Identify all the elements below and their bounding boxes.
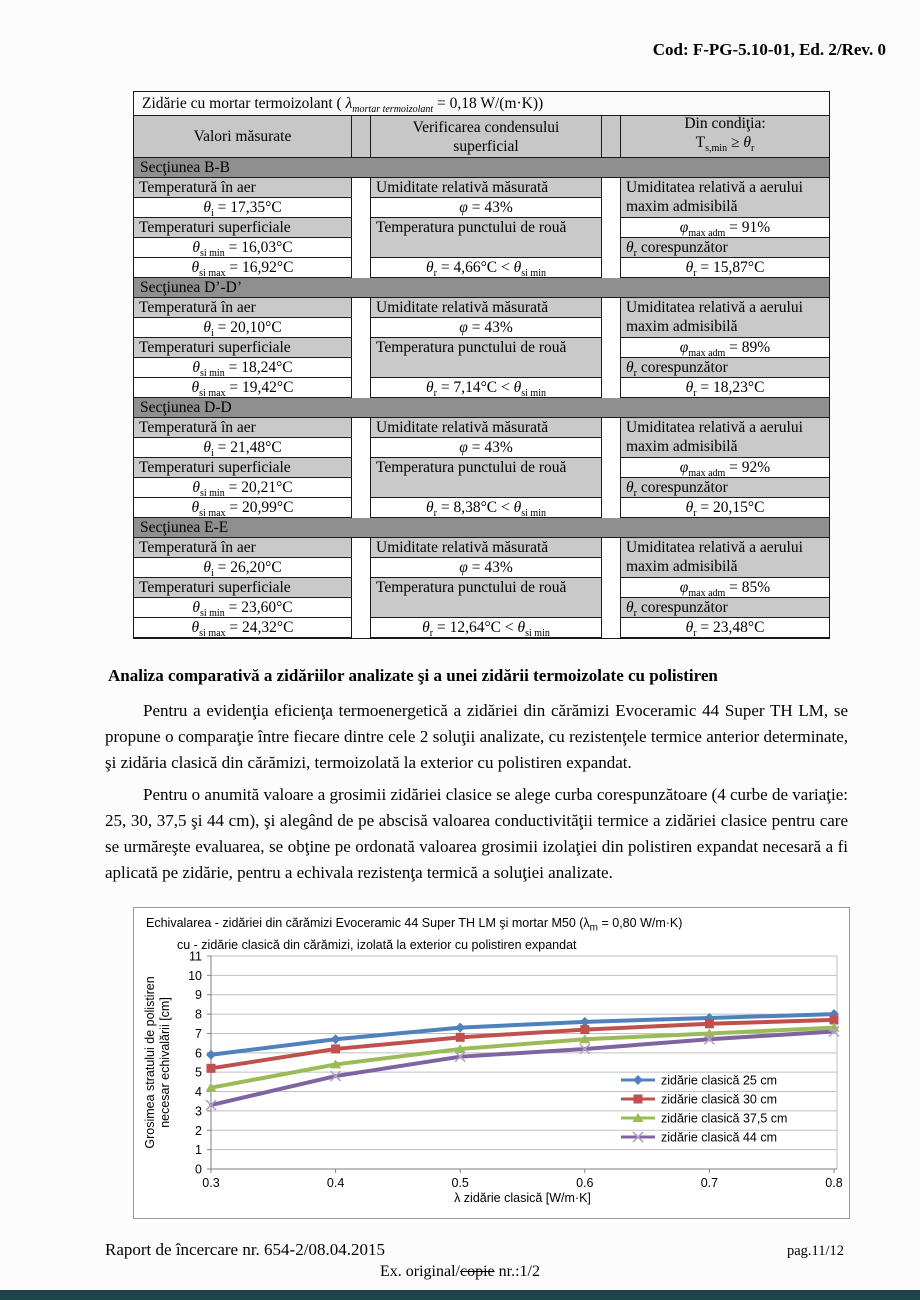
condensation-column — [371, 298, 601, 398]
phi-max-text: = 89% — [725, 339, 771, 356]
condition-column — [621, 418, 829, 518]
theta-symbol: θ — [626, 359, 634, 376]
column-gap — [601, 298, 621, 398]
table-section — [134, 158, 829, 278]
theta-symbol: θ — [685, 379, 694, 396]
chart-canvas — [134, 908, 847, 1216]
measured-column — [134, 178, 351, 278]
theta-symbol: θ — [203, 199, 211, 216]
phi-symbol: φ — [459, 319, 468, 336]
label-humidity-measured: Umiditate relativă măsurată — [371, 298, 601, 318]
label-dew-point: Temperatura punctului de rouă — [371, 338, 601, 378]
value-theta-si-min — [134, 478, 351, 498]
label-humidity-measured: Umiditate relativă măsurată — [371, 418, 601, 438]
theta-r-text: = 15,87°C — [696, 259, 765, 276]
theta-i-text: = 26,20°C — [213, 559, 282, 576]
svg-text:0: 0 — [195, 1162, 202, 1177]
column-header-measured-label: Valori măsurate — [193, 128, 292, 145]
value-phi — [371, 318, 601, 338]
value-theta-si-max — [134, 258, 351, 278]
value-theta-si-min — [134, 358, 351, 378]
T-symbol: T — [695, 134, 706, 152]
svg-text:1: 1 — [195, 1143, 202, 1158]
label-temp-surfaces: Temperaturi superficiale — [134, 458, 351, 478]
label-theta-r-corresp — [621, 358, 829, 378]
chart-title-line1 — [146, 915, 682, 937]
paragraph-2: Pentru o anumită valoare a grosimii zidăriei clasice se alege curba corespunzătoare (4 curbe de variaţie: 25, 30, 37,5 şi 44 cm), şi alegând de pe abscisă valoarea conductivităţii termice a zidăriei clasice pentru care se urmăreşte evaluarea, se obţine pe ordonată valoarea grosimii izolaţiei din polistiren expandat necesară a fi aplicată pe zidărie, pentru a echivala rezistenţa termică a soluţiei analizate. — [105, 785, 848, 882]
theta-symbol: θ — [192, 479, 200, 496]
sub-i: i — [210, 328, 214, 338]
sub-r: r — [433, 388, 437, 398]
svg-text:5: 5 — [195, 1065, 202, 1080]
label-humidity-measured: Umiditate relativă măsurată — [371, 178, 601, 198]
value-theta-i — [134, 198, 351, 218]
theta-symbol: θ — [513, 379, 522, 396]
label-temp-air: Temperatură în aer — [134, 178, 351, 198]
theta-symbol: θ — [192, 599, 200, 616]
geq-sign: ≥ — [727, 134, 744, 152]
sub-si-max: si max — [199, 268, 226, 278]
phi-text: = 43% — [467, 439, 513, 456]
sub-si-min: si min — [521, 508, 546, 518]
section-header: Secţiunea B-B — [134, 158, 829, 178]
svg-text:λ zidărie clasică [W/m·K]: λ zidărie clasică [W/m·K] — [454, 1191, 591, 1205]
theta-symbol: θ — [626, 599, 634, 616]
theta-si-max-text: = 20,99°C — [225, 499, 294, 516]
sub-r: r — [633, 488, 637, 498]
value-theta-i — [134, 318, 351, 338]
column-gap — [601, 538, 621, 638]
measured-column — [134, 538, 351, 638]
svg-text:zidărie clasică 25 cm: zidărie clasică 25 cm — [661, 1073, 778, 1088]
svg-text:8: 8 — [195, 1007, 202, 1022]
value-theta-i — [134, 558, 351, 578]
section-header: Secţiunea E-E — [134, 518, 829, 538]
table-title-post: = 0,18 W/(m·K)) — [433, 95, 544, 112]
theta-symbol: θ — [426, 499, 434, 516]
value-phi — [371, 438, 601, 458]
table-section — [134, 398, 829, 518]
phi-max-text: = 92% — [725, 459, 771, 476]
label-dew-point: Temperatura punctului de rouă — [371, 578, 601, 618]
value-theta-r — [621, 498, 829, 518]
sub-si-min: si min — [199, 248, 225, 258]
theta-symbol: θ — [685, 499, 694, 516]
column-gap — [601, 116, 621, 157]
value-dew — [371, 378, 601, 398]
column-gap — [351, 418, 371, 518]
label-temp-air: Temperatură în aer — [134, 298, 351, 318]
dew-text: = 12,64°C < — [433, 619, 518, 636]
phi-max-text: = 85% — [725, 579, 771, 596]
theta-symbol: θ — [626, 239, 634, 256]
value-theta-si-min — [134, 238, 351, 258]
svg-text:0.7: 0.7 — [700, 1176, 719, 1190]
svg-text:11: 11 — [189, 949, 202, 964]
equivalence-chart — [133, 907, 850, 1219]
theta-symbol: θ — [422, 619, 430, 636]
corresp-text: corespunzător — [636, 599, 728, 616]
column-gap — [351, 116, 371, 157]
table-column-headers — [134, 116, 829, 158]
condition-column — [621, 178, 829, 278]
svg-text:6: 6 — [195, 1046, 202, 1061]
value-theta-i — [134, 438, 351, 458]
column-gap — [601, 418, 621, 518]
label-humidity-max: Umiditatea relativă a aerului maxim admisibilă — [621, 298, 829, 338]
value-theta-si-max — [134, 378, 351, 398]
svg-text:0.6: 0.6 — [576, 1176, 594, 1190]
phi-symbol: φ — [679, 219, 689, 236]
value-phi-max — [621, 458, 829, 478]
phi-symbol: φ — [679, 339, 689, 356]
section-body — [134, 178, 829, 278]
value-phi-max — [621, 338, 829, 358]
svg-text:0.3: 0.3 — [202, 1176, 220, 1190]
sub-r: r — [693, 508, 697, 518]
sub-si-max: si max — [199, 508, 226, 518]
theta-symbol: θ — [685, 619, 694, 636]
sub-r: r — [433, 508, 437, 518]
svg-text:0.5: 0.5 — [451, 1176, 469, 1190]
chart-title-line1-post: = 0,80 W/m·K) — [598, 916, 683, 930]
dew-text: = 8,38°C < — [436, 499, 514, 516]
condensation-line1: Verificarea condensului — [412, 118, 560, 136]
section-header: Secţiunea D’-D’ — [134, 278, 829, 298]
phi-text: = 43% — [467, 199, 513, 216]
condensation-column — [371, 538, 601, 638]
table-title — [134, 92, 829, 116]
sub-r: r — [693, 388, 697, 398]
label-dew-point: Temperatura punctului de rouă — [371, 458, 601, 498]
svg-text:Grosimea stratului de polistir: Grosimea stratului de polistiren — [143, 976, 157, 1149]
column-gap — [351, 178, 371, 278]
svg-text:zidărie clasică 30 cm: zidărie clasică 30 cm — [661, 1092, 778, 1107]
column-header-measured — [134, 116, 351, 157]
corresp-text: corespunzător — [636, 479, 728, 496]
column-gap — [601, 178, 621, 278]
theta-si-max-text: = 24,32°C — [225, 619, 294, 636]
sub-r: r — [633, 368, 637, 378]
sub-r: r — [429, 628, 434, 638]
footer-exemplar — [0, 1263, 920, 1281]
svg-text:zidărie clasică 37,5 cm: zidărie clasică 37,5 cm — [661, 1111, 788, 1126]
phi-text: = 43% — [467, 559, 513, 576]
chart-title-line2: cu - zidărie clasică din cărămizi, izolată la exterior cu polistiren expandat — [177, 937, 577, 952]
footer-report-number: Raport de încercare nr. 654-2/08.04.2015 — [105, 1240, 385, 1259]
svg-text:7: 7 — [195, 1026, 202, 1041]
sub-i: i — [210, 448, 214, 458]
label-temp-surfaces: Temperaturi superficiale — [134, 338, 351, 358]
footer-page-number: pag.11/12 — [786, 1243, 844, 1259]
footer-exemplar-post: nr.:1/2 — [494, 1263, 540, 1280]
theta-symbol: θ — [203, 319, 211, 336]
condition-line2 — [696, 133, 755, 158]
chart-title — [146, 915, 682, 954]
chart-title-line1-pre: Echivalarea - zidăriei din cărămizi Evoceramic 44 Super TH LM şi mortar M50 (λ — [146, 916, 590, 930]
theta-i-text: = 21,48°C — [213, 439, 282, 456]
document-code: Cod: F-PG-5.10-01, Ed. 2/Rev. 0 — [652, 40, 886, 59]
theta-si-max-text: = 19,42°C — [225, 379, 294, 396]
svg-text:4: 4 — [195, 1085, 202, 1100]
theta-symbol: θ — [191, 619, 200, 636]
theta-r-text: = 23,48°C — [696, 619, 765, 636]
theta-si-max-text: = 16,92°C — [225, 259, 294, 276]
label-humidity-max: Umiditatea relativă a aerului maxim admisibilă — [621, 418, 829, 458]
label-theta-r-corresp — [621, 238, 829, 258]
condensation-column — [371, 178, 601, 278]
sub-r: r — [693, 268, 697, 278]
theta-symbol: θ — [517, 619, 526, 636]
theta-symbol: θ — [426, 379, 434, 396]
condition-column — [621, 298, 829, 398]
value-phi-max — [621, 218, 829, 238]
value-theta-r — [621, 378, 829, 398]
value-dew — [371, 618, 601, 638]
sub-si-min: si min — [199, 488, 225, 498]
table-section — [134, 518, 829, 638]
theta-si-min-text: = 18,24°C — [224, 359, 293, 376]
phi-symbol: φ — [679, 579, 689, 596]
theta-symbol: θ — [191, 259, 200, 276]
footer-exemplar-strike: copie — [459, 1263, 495, 1280]
sub-si-max: si max — [199, 628, 226, 638]
svg-text:0.4: 0.4 — [326, 1176, 345, 1190]
section-heading: Analiza comparativă a zidăriilor analizate şi a unei zidării termoizolate cu polistiren — [108, 666, 718, 685]
svg-text:10: 10 — [188, 968, 202, 983]
value-theta-si-min — [134, 598, 351, 618]
theta-symbol: θ — [192, 359, 200, 376]
sub-si-max: si max — [199, 388, 226, 398]
svg-text:necesar echivalării [cm]: necesar echivalării [cm] — [158, 997, 172, 1128]
value-dew — [371, 258, 601, 278]
theta-symbol: θ — [203, 439, 211, 456]
sub-i: i — [210, 208, 214, 218]
theta-i-text: = 20,10°C — [213, 319, 282, 336]
sub-r: r — [433, 268, 437, 278]
theta-symbol: θ — [203, 559, 211, 576]
value-dew — [371, 498, 601, 518]
svg-text:zidărie clasică 44 cm: zidărie clasică 44 cm — [661, 1130, 778, 1145]
column-gap — [351, 298, 371, 398]
sub-max-adm: max adm — [688, 228, 726, 238]
theta-si-min-text: = 23,60°C — [224, 599, 293, 616]
lambda-subscript: mortar termoizolant — [352, 104, 434, 116]
sub-si-min: si min — [525, 628, 550, 638]
sub-i: i — [210, 568, 214, 578]
value-theta-r — [621, 618, 829, 638]
sub-r: r — [633, 608, 637, 618]
svg-text:3: 3 — [195, 1104, 202, 1119]
value-phi — [371, 558, 601, 578]
section-body — [134, 538, 829, 638]
phi-symbol: φ — [459, 199, 468, 216]
label-dew-point: Temperatura punctului de rouă — [371, 218, 601, 258]
sub-r: r — [633, 248, 637, 258]
value-phi — [371, 198, 601, 218]
svg-text:9: 9 — [195, 988, 202, 1003]
theta-symbol: θ — [685, 259, 694, 276]
label-temp-air: Temperatură în aer — [134, 418, 351, 438]
table-title-pre: Zidărie cu mortar termoizolant ( — [142, 95, 346, 112]
table-sections — [134, 158, 829, 638]
label-temp-air: Temperatură în aer — [134, 538, 351, 558]
value-theta-si-max — [134, 618, 351, 638]
sub-si-min: si min — [521, 268, 546, 278]
sub-r: r — [693, 628, 697, 638]
measured-column — [134, 298, 351, 398]
lambda-symbol: λ — [345, 95, 353, 112]
value-theta-r — [621, 258, 829, 278]
value-theta-si-max — [134, 498, 351, 518]
label-humidity-max: Umiditatea relativă a aerului maxim admisibilă — [621, 178, 829, 218]
condensation-column — [371, 418, 601, 518]
theta-subscript: r — [750, 143, 755, 155]
theta-symbol: θ — [513, 259, 522, 276]
theta-i-text: = 17,35°C — [213, 199, 282, 216]
corresp-text: corespunzător — [636, 239, 728, 256]
corresp-text: corespunzător — [636, 359, 728, 376]
svg-text:2: 2 — [195, 1123, 202, 1138]
theta-symbol: θ — [191, 499, 200, 516]
svg-text:0.8: 0.8 — [825, 1176, 843, 1190]
label-humidity-measured: Umiditate relativă măsurată — [371, 538, 601, 558]
phi-text: = 43% — [467, 319, 513, 336]
theta-si-min-text: = 20,21°C — [224, 479, 293, 496]
theta-r-text: = 18,23°C — [696, 379, 765, 396]
sub-si-min: si min — [521, 388, 546, 398]
theta-r-text: = 20,15°C — [696, 499, 765, 516]
section-body — [134, 418, 829, 518]
label-temp-surfaces: Temperaturi superficiale — [134, 578, 351, 598]
theta-symbol: θ — [513, 499, 522, 516]
sub-max-adm: max adm — [688, 348, 726, 358]
theta-symbol: θ — [743, 134, 751, 152]
footer-exemplar-pre: Ex. original/ — [380, 1263, 460, 1280]
phi-symbol: φ — [459, 439, 468, 456]
value-phi-max — [621, 578, 829, 598]
chart-title-line1-sub: m — [589, 922, 599, 934]
dew-text: = 4,66°C < — [436, 259, 514, 276]
measured-column — [134, 418, 351, 518]
theta-symbol: θ — [426, 259, 434, 276]
section-header: Secţiunea D-D — [134, 398, 829, 418]
sub-si-min: si min — [199, 608, 225, 618]
theta-symbol: θ — [626, 479, 634, 496]
sub-max-adm: max adm — [688, 468, 726, 478]
condensation-table — [133, 91, 830, 639]
T-subscript: s,min — [705, 143, 728, 155]
table-section — [134, 278, 829, 398]
column-header-condition — [621, 116, 829, 157]
paragraph-1: Pentru a evidenţia eficienţa termoenergetică a zidăriei din cărămizi Evoceramic 44 Super TH LM, se propune o comparaţie între fiecare dintre cele 2 soluţii analizate, cu rezistenţele termice anterior determinate, şi zidăria clasică din cărămizi, termoizolată la exterior cu polistiren expandat. — [105, 701, 848, 772]
bottom-edge-bar — [0, 1290, 920, 1300]
column-gap — [351, 538, 371, 638]
dew-text: = 7,14°C < — [436, 379, 514, 396]
label-theta-r-corresp — [621, 598, 829, 618]
phi-symbol: φ — [459, 559, 468, 576]
condition-column — [621, 538, 829, 638]
phi-max-text: = 91% — [725, 219, 771, 236]
theta-symbol: θ — [192, 239, 200, 256]
phi-symbol: φ — [679, 459, 689, 476]
label-humidity-max: Umiditatea relativă a aerului maxim admisibilă — [621, 538, 829, 578]
column-header-condensation — [371, 116, 601, 157]
label-temp-surfaces: Temperaturi superficiale — [134, 218, 351, 238]
sub-max-adm: max adm — [688, 588, 726, 598]
condensation-line2: superficial — [453, 137, 519, 155]
section-body — [134, 298, 829, 398]
sub-si-min: si min — [199, 368, 225, 378]
theta-si-min-text: = 16,03°C — [224, 239, 293, 256]
label-theta-r-corresp — [621, 478, 829, 498]
condition-line1: Din condiţia: — [684, 115, 766, 133]
theta-symbol: θ — [191, 379, 200, 396]
